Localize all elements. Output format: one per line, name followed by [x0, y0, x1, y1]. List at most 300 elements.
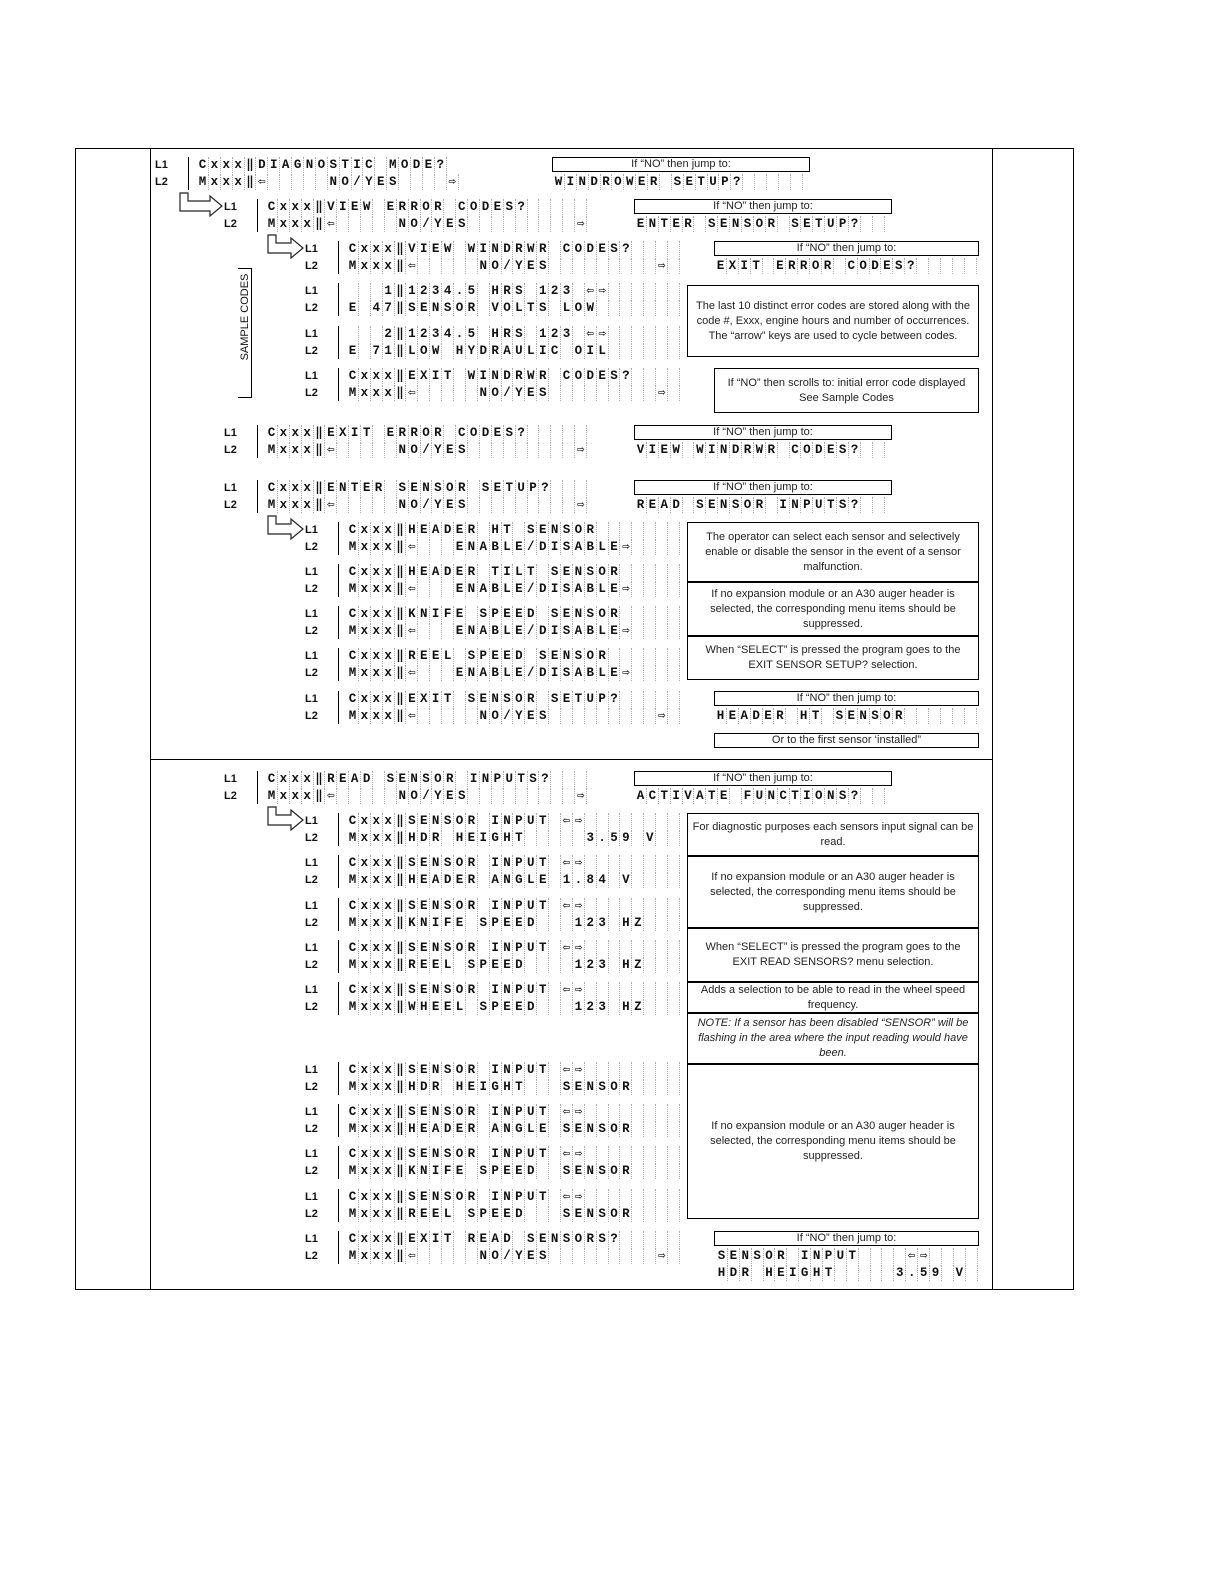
lcd-char	[442, 830, 454, 846]
lcd-char: ‖	[395, 855, 407, 871]
lcd-char: E	[525, 258, 537, 274]
lcd-char: G	[513, 1121, 525, 1137]
lcd-char: N	[397, 497, 409, 513]
lcd-char	[528, 199, 540, 215]
lcd-char: E	[442, 999, 454, 1015]
line-label-l1: L1	[305, 650, 318, 662]
lcd-char: D	[418, 1079, 430, 1095]
jump-target-char: I	[739, 258, 751, 274]
jump-target-char: S	[837, 497, 849, 513]
lcd-char: E	[409, 480, 421, 496]
lcd-char: N	[561, 648, 573, 664]
lcd-char	[525, 830, 537, 846]
lcd-char	[442, 581, 454, 597]
lcd-char: T	[504, 480, 516, 496]
lcd-char	[585, 1062, 597, 1078]
lcd-char: T	[442, 368, 454, 384]
lcd-line-l1	[347, 648, 680, 664]
lcd-char: C	[266, 771, 278, 787]
lcd-char: ‖	[395, 999, 407, 1015]
lcd-char: ‖	[395, 1163, 407, 1179]
lcd-char: ‖	[395, 1206, 407, 1222]
lcd-char: N	[502, 940, 514, 956]
lcd-char: R	[397, 199, 409, 215]
lcd-char: S	[478, 1163, 490, 1179]
lcd-char: Y	[466, 343, 478, 359]
lcd-char	[668, 1121, 680, 1137]
line-label-l2: L2	[305, 1081, 318, 1093]
lcd-char: ⇦	[406, 623, 418, 639]
lcd-char	[668, 581, 680, 597]
lcd-char: F	[442, 606, 454, 622]
lcd-char	[656, 241, 668, 257]
lcd-char: L	[597, 343, 609, 359]
lcd-char	[371, 326, 383, 342]
lcd-char	[597, 1146, 609, 1162]
lcd-char: S	[549, 691, 561, 707]
lcd-char: Y	[513, 1248, 525, 1264]
final-target-char: I	[787, 1265, 799, 1281]
entry-rule	[257, 199, 258, 232]
lcd-char	[349, 442, 361, 458]
lcd-char: x	[278, 771, 290, 787]
lcd-char: /	[525, 665, 537, 681]
lcd-char: x	[383, 258, 395, 274]
lcd-char: V	[406, 241, 418, 257]
lcd-char	[656, 283, 668, 299]
lcd-char: x	[290, 480, 302, 496]
jump-target-char: N	[718, 442, 730, 458]
lcd-char: D	[537, 665, 549, 681]
lcd-char	[644, 326, 656, 342]
lcd-char: S	[525, 522, 537, 538]
lcd-char: I	[478, 1079, 490, 1095]
lcd-char: D	[480, 425, 492, 441]
lcd-char: x	[383, 957, 395, 973]
lcd-char	[644, 564, 656, 580]
lcd-char	[454, 368, 466, 384]
lcd-char: E	[406, 691, 418, 707]
lcd-char: L	[597, 665, 609, 681]
lcd-char	[668, 1104, 680, 1120]
lcd-char: D	[480, 199, 492, 215]
lcd-char: ‖	[395, 898, 407, 914]
lcd-char	[585, 385, 597, 401]
lcd-char: P	[478, 1206, 490, 1222]
lcd-char	[444, 199, 456, 215]
jump-target-char: O	[881, 708, 893, 724]
lcd-char	[644, 813, 656, 829]
lcd-char: U	[516, 480, 528, 496]
lcd-char: R	[432, 199, 444, 215]
lcd-char: x	[383, 665, 395, 681]
lcd-char: E	[444, 216, 456, 232]
note-box	[687, 285, 979, 357]
lcd-char	[561, 343, 573, 359]
lcd-char: x	[383, 813, 395, 829]
lcd-char: O	[454, 1062, 466, 1078]
lcd-char: E	[418, 1146, 430, 1162]
lcd-char: O	[454, 855, 466, 871]
final-target-char	[942, 1248, 954, 1264]
lcd-char	[585, 708, 597, 724]
lcd-char	[549, 982, 561, 998]
line-label-l2: L2	[305, 832, 318, 844]
lcd-char: 2	[585, 999, 597, 1015]
lcd-char: E	[454, 606, 466, 622]
lcd-char	[561, 258, 573, 274]
lcd-char: R	[513, 241, 525, 257]
lcd-char	[609, 522, 621, 538]
entry-rule	[338, 241, 339, 274]
lcd-char: I	[490, 940, 502, 956]
lcd-char	[620, 691, 632, 707]
lcd-char: /	[502, 708, 514, 724]
entry-rule	[338, 1189, 339, 1222]
lcd-char: T	[537, 1146, 549, 1162]
lcd-char: H	[454, 343, 466, 359]
jump-target-char: S	[694, 497, 706, 513]
lcd-char	[620, 813, 632, 829]
lcd-char: x	[371, 1189, 383, 1205]
lcd-char	[644, 1231, 656, 1247]
jump-target-char	[873, 497, 885, 513]
line-label-l2: L2	[305, 302, 318, 314]
lcd-char	[632, 385, 644, 401]
lcd-char: C	[347, 855, 359, 871]
lcd-char	[632, 648, 644, 664]
line-label-l2: L2	[305, 959, 318, 971]
lcd-char: x	[290, 788, 302, 804]
lcd-char	[442, 539, 454, 555]
lcd-char	[585, 1146, 597, 1162]
lcd-line-l2	[347, 830, 680, 846]
lcd-char: S	[328, 157, 340, 173]
lcd-char: O	[490, 1248, 502, 1264]
lcd-char: V	[620, 872, 632, 888]
lcd-char: E	[375, 174, 387, 190]
lcd-char: 7	[371, 343, 383, 359]
lcd-char: 2	[418, 283, 430, 299]
line-label-l2: L2	[305, 387, 318, 399]
final-target-char	[942, 1265, 954, 1281]
lcd-char: R	[466, 898, 478, 914]
lcd-char	[656, 581, 668, 597]
jump-target-char: R	[774, 708, 786, 724]
lcd-char: I	[490, 898, 502, 914]
lcd-char: S	[442, 300, 454, 316]
lcd-char: S	[456, 442, 468, 458]
lcd-char: R	[585, 522, 597, 538]
lcd-char: 1	[537, 283, 549, 299]
lcd-char: A	[573, 623, 585, 639]
lcd-char: ‖	[395, 300, 407, 316]
lcd-char: E	[537, 522, 549, 538]
jump-target-char: C	[790, 442, 802, 458]
lcd-char: P	[492, 771, 504, 787]
lcd-char: Y	[432, 497, 444, 513]
lcd-char: 3	[430, 283, 442, 299]
lcd-char	[537, 830, 549, 846]
line-label-l1: L1	[305, 1064, 318, 1076]
lcd-char: S	[442, 1104, 454, 1120]
lcd-char: A	[478, 665, 490, 681]
lcd-char	[411, 174, 423, 190]
lcd-char: E	[454, 915, 466, 931]
lcd-char	[468, 497, 480, 513]
lcd-char	[466, 1248, 478, 1264]
jump-target-char: T	[706, 788, 718, 804]
lcd-char: R	[466, 1231, 478, 1247]
lcd-char	[668, 258, 680, 274]
lcd-char: E	[466, 830, 478, 846]
lcd-char: S	[504, 199, 516, 215]
lcd-char	[620, 648, 632, 664]
lcd-char: D	[502, 241, 514, 257]
lcd-char: E	[325, 425, 337, 441]
lcd-char: L	[442, 1206, 454, 1222]
lcd-char: I	[490, 1146, 502, 1162]
lcd-char: L	[454, 999, 466, 1015]
lcd-char: N	[466, 623, 478, 639]
lcd-char: ⇦	[561, 1062, 573, 1078]
lcd-char: 3	[597, 999, 609, 1015]
jump-target-char: ?	[849, 216, 861, 232]
lcd-char	[609, 1104, 621, 1120]
lcd-char: S	[609, 368, 621, 384]
lcd-char: ?	[435, 157, 447, 173]
lcd-char: ‖	[395, 940, 407, 956]
lcd-char: E	[492, 480, 504, 496]
lcd-char	[668, 1231, 680, 1247]
lcd-char: N	[502, 872, 514, 888]
lcd-char: S	[442, 940, 454, 956]
lcd-char	[668, 830, 680, 846]
lcd-char: N	[430, 1104, 442, 1120]
entry-rule	[338, 326, 339, 359]
jump-target-char: W	[694, 442, 706, 458]
lcd-char: x	[221, 157, 233, 173]
lcd-char	[620, 1104, 632, 1120]
lcd-char	[478, 300, 490, 316]
lcd-char	[656, 1206, 668, 1222]
lcd-char	[478, 1189, 490, 1205]
jump-target-char	[834, 258, 846, 274]
lcd-char: ‖	[395, 539, 407, 555]
lcd-char: A	[430, 872, 442, 888]
lcd-char	[609, 915, 621, 931]
lcd-char: ‖	[395, 283, 407, 299]
lcd-char: x	[371, 940, 383, 956]
lcd-char: I	[549, 539, 561, 555]
lcd-char: x	[383, 1062, 395, 1078]
lcd-char	[620, 283, 632, 299]
lcd-char	[539, 216, 551, 232]
lcd-char: R	[502, 283, 514, 299]
jump-target-char: I	[647, 442, 659, 458]
lcd-char: H	[406, 1079, 418, 1095]
lcd-char: K	[406, 1163, 418, 1179]
jump-target-char: U	[813, 497, 825, 513]
lcd-char: N	[430, 940, 442, 956]
lcd-char: R	[373, 480, 385, 496]
lcd-char	[442, 708, 454, 724]
lcd-char	[418, 258, 430, 274]
lcd-char	[632, 522, 644, 538]
lcd-char: P	[478, 648, 490, 664]
lcd-char	[656, 830, 668, 846]
lcd-char	[644, 385, 656, 401]
lcd-char	[609, 1189, 621, 1205]
lcd-char: ⇦	[406, 539, 418, 555]
lcd-char	[516, 788, 528, 804]
lcd-char: R	[466, 813, 478, 829]
lcd-char: C	[266, 480, 278, 496]
lcd-char: I	[490, 982, 502, 998]
lcd-char	[597, 855, 609, 871]
lcd-char: E	[454, 1163, 466, 1179]
lcd-char: S	[561, 581, 573, 597]
jump-target-char: R	[822, 258, 834, 274]
lcd-char: x	[383, 564, 395, 580]
lcd-char	[609, 872, 621, 888]
lcd-char: M	[347, 1206, 359, 1222]
jump-target-char: A	[694, 788, 706, 804]
line-label-l1: L1	[305, 942, 318, 954]
lcd-char	[632, 623, 644, 639]
lcd-char: ?	[516, 425, 528, 441]
lcd-char: E	[513, 1163, 525, 1179]
lcd-char	[442, 665, 454, 681]
lcd-char: E	[502, 1163, 514, 1179]
note-box	[687, 813, 979, 856]
lcd-char: T	[525, 564, 537, 580]
jump-target-char: R	[766, 442, 778, 458]
lcd-char: ⇦	[561, 855, 573, 871]
lcd-char	[478, 283, 490, 299]
lcd-char: E	[573, 1206, 585, 1222]
lcd-char: E	[454, 522, 466, 538]
lcd-line-l1	[347, 564, 680, 580]
lcd-char: C	[266, 199, 278, 215]
lcd-char: x	[359, 623, 371, 639]
lcd-char: P	[528, 480, 540, 496]
lcd-char: D	[361, 771, 373, 787]
lcd-char	[528, 442, 540, 458]
jump-target-char: V	[683, 788, 695, 804]
lcd-char	[632, 708, 644, 724]
lcd-char: U	[525, 1062, 537, 1078]
jump-target-char: S	[706, 216, 718, 232]
lcd-char: I	[490, 1104, 502, 1120]
lcd-char	[361, 442, 373, 458]
lcd-char	[549, 1206, 561, 1222]
lcd-char	[430, 581, 442, 597]
lcd-char: Y	[363, 174, 375, 190]
lcd-char: L	[597, 581, 609, 597]
lcd-char: U	[513, 343, 525, 359]
lcd-char: S	[549, 606, 561, 622]
lcd-char: S	[513, 283, 525, 299]
lcd-char: R	[466, 1104, 478, 1120]
lcd-char: N	[430, 855, 442, 871]
lcd-char	[525, 648, 537, 664]
lcd-char: O	[468, 425, 480, 441]
lcd-char: L	[597, 539, 609, 555]
lcd-char: R	[620, 1206, 632, 1222]
lcd-char: E	[609, 623, 621, 639]
lcd-char: ‖	[314, 497, 326, 513]
jump-target-char: ?	[905, 258, 917, 274]
lcd-char: E	[454, 564, 466, 580]
lcd-char: N	[430, 982, 442, 998]
lcd-char: T	[442, 691, 454, 707]
lcd-char	[563, 480, 575, 496]
lcd-char: R	[466, 872, 478, 888]
lcd-char	[539, 425, 551, 441]
lcd-line-l2	[347, 623, 680, 639]
lcd-char	[551, 216, 563, 232]
entry-rule	[338, 606, 339, 639]
lcd-char: ⇦	[406, 258, 418, 274]
lcd-char: ⇦	[561, 982, 573, 998]
lcd-char: x	[359, 1062, 371, 1078]
lcd-char: C	[347, 898, 359, 914]
lcd-char	[516, 442, 528, 458]
lcd-char	[644, 343, 656, 359]
lcd-char	[620, 1248, 632, 1264]
lcd-char	[632, 283, 644, 299]
lcd-char	[644, 691, 656, 707]
lcd-char	[549, 385, 561, 401]
lcd-char: N	[478, 385, 490, 401]
jump-target-char	[953, 708, 965, 724]
line-label-l2: L2	[305, 1250, 318, 1262]
lcd-char	[292, 174, 304, 190]
lcd-char	[454, 691, 466, 707]
lcd-char: M	[347, 1079, 359, 1095]
lcd-char: M	[347, 623, 359, 639]
note-box	[687, 982, 979, 1013]
lcd-char: M	[347, 999, 359, 1015]
lcd-char: ‖	[395, 982, 407, 998]
final-target-char: S	[752, 1248, 764, 1264]
entry-rule	[338, 1062, 339, 1095]
lcd-char: N	[430, 813, 442, 829]
lcd-char	[537, 999, 549, 1015]
lcd-char	[609, 283, 621, 299]
lcd-char	[585, 1189, 597, 1205]
lcd-char: I	[490, 813, 502, 829]
lcd-char	[632, 1121, 644, 1137]
lcd-char: P	[513, 855, 525, 871]
lcd-char: O	[513, 691, 525, 707]
lcd-char	[620, 1231, 632, 1247]
line-label-l2: L2	[224, 218, 237, 230]
lcd-char: S	[561, 1206, 573, 1222]
lcd-char	[668, 1079, 680, 1095]
lcd-char	[478, 1062, 490, 1078]
lcd-char: I	[430, 606, 442, 622]
lcd-char	[620, 258, 632, 274]
lcd-char: x	[278, 497, 290, 513]
lcd-char	[456, 771, 468, 787]
lcd-char: x	[290, 425, 302, 441]
note-box	[687, 636, 979, 680]
lcd-char: S	[456, 497, 468, 513]
lcd-char: W	[466, 241, 478, 257]
lcd-char: 1	[573, 957, 585, 973]
